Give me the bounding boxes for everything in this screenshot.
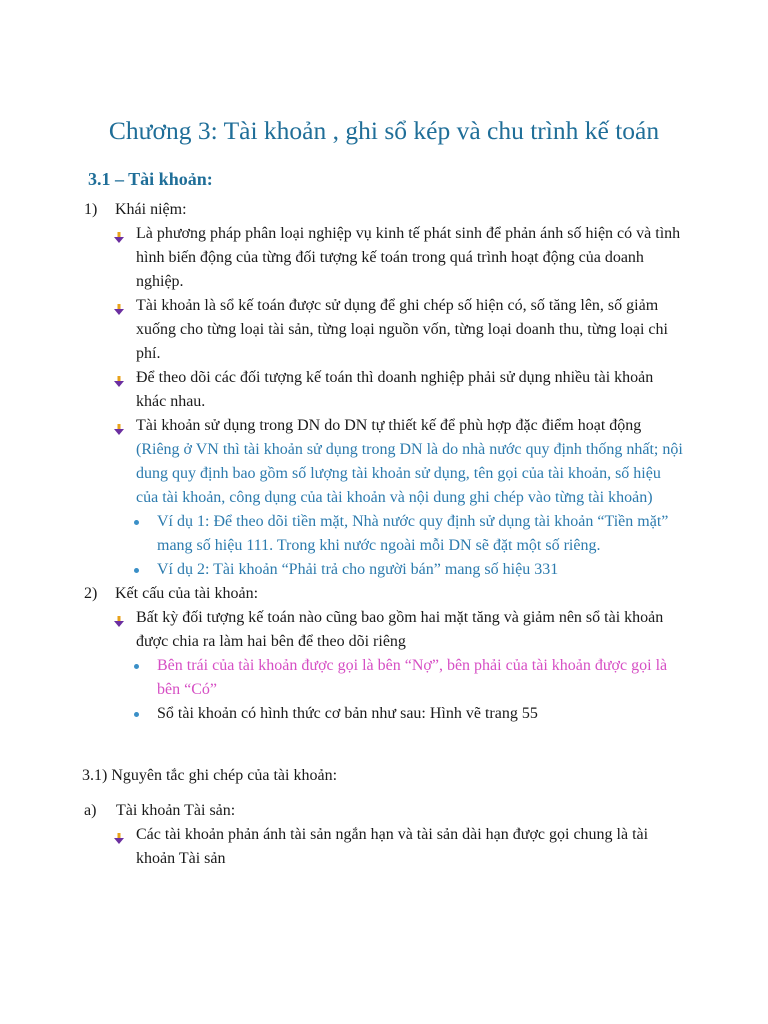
- list-item: [114, 606, 686, 654]
- arrow-down-bullet-icon: [114, 222, 136, 294]
- arrow-down-bullet-icon: [114, 294, 136, 366]
- list-item: [114, 222, 686, 294]
- example-text: Ví dụ 1: Để theo dõi tiền mặt, Nhà nước quy định sử dụng tài khoản “Tiền mặt” mang số hiệu 111. Trong khi nước ngoài mỗi DN sẽ đặt một số riêng.: [157, 513, 669, 554]
- list-item-text: Bất kỳ đối tượng kế toán nào cũng bao gồm hai mặt tăng và giảm nên sổ tài khoản được chia ra làm hai bên để theo dõi riêng: [136, 609, 664, 650]
- list-item-note: (Riêng ở VN thì tài khoản sử dụng trong DN là do nhà nước quy định thống nhất; nội dung quy định bao gồm số lượng tài khoản sử dụng, tên gọi của tài khoản, số hiệu của tài khoản, công dụng của tài khoản và nội dung ghi chép vào từng tài khoản): [136, 441, 683, 506]
- numbered-item-1: [82, 198, 686, 222]
- example-item: [134, 510, 686, 558]
- list-item: [114, 414, 686, 510]
- page-title: Chương 3: Tài khoản , ghi sổ kép và chu trình kế toán: [108, 116, 660, 145]
- sub-item-text: Sổ tài khoản có hình thức cơ bản như sau: Hình vẽ trang 55: [157, 705, 538, 722]
- list-item-text: Tài khoản là sổ kế toán được sử dụng để ghi chép số hiện có, số tăng lên, số giảm xuống cho từng loại tài sản, từng loại nguồn vốn, từng loại doanh thu, từng loại chi phí.: [136, 297, 668, 362]
- subsection-heading: 3.1) Nguyên tắc ghi chép của tài khoản:: [82, 767, 338, 784]
- item-label: Kết cấu của tài khoản:: [115, 585, 259, 602]
- arrow-down-bullet-icon: [114, 414, 136, 510]
- item-number: 2): [84, 585, 98, 602]
- item-label: Khái niệm:: [115, 201, 187, 218]
- sub-item-text: Bên trái của tài khoản được gọi là bên “Nợ”, bên phải của tài khoản được gọi là bên “Có”: [157, 657, 668, 698]
- arrow-down-bullet-icon: [114, 366, 136, 414]
- list-item: [114, 294, 686, 366]
- arrow-down-bullet-icon: [114, 823, 136, 871]
- example-item: [134, 558, 686, 582]
- dot-bullet-icon: [134, 558, 157, 582]
- example-text: Ví dụ 2: Tài khoản “Phải trả cho người bán” mang số hiệu 331: [157, 561, 559, 578]
- lettered-item-a: [84, 799, 686, 823]
- list-item-text: Các tài khoản phản ánh tài sản ngắn hạn và tài sản dài hạn được gọi chung là tài khoản Tài sản: [136, 826, 649, 867]
- item-number: 1): [84, 201, 98, 218]
- list-item: [114, 823, 686, 871]
- list-item-text-main: Tài khoản sử dụng trong DN do DN tự thiết kế để phù hợp đặc điểm hoạt động: [136, 417, 642, 434]
- numbered-item-2: [82, 582, 686, 606]
- dot-bullet-icon: [134, 510, 157, 558]
- item-label: Tài khoản Tài sản:: [116, 802, 236, 819]
- list-item-text: Là phương pháp phân loại nghiệp vụ kinh tế phát sinh để phản ánh số hiện có và tình hình biến động của từng đối tượng kế toán trong quá trình hoạt động của doanh nghiệp.: [136, 225, 681, 290]
- item-letter: a): [84, 802, 97, 819]
- list-item-text: Để theo dõi các đối tượng kế toán thì doanh nghiệp phải sử dụng nhiều tài khoản khác nhau.: [136, 369, 654, 410]
- arrow-down-bullet-icon: [114, 606, 136, 654]
- sub-item: [134, 702, 686, 726]
- section-heading: 3.1 – Tài khoản:: [88, 169, 213, 189]
- list-item-text: [136, 414, 686, 510]
- sub-item: [134, 654, 686, 702]
- dot-bullet-icon: [134, 654, 157, 702]
- list-item: [114, 366, 686, 414]
- dot-bullet-icon: [134, 702, 157, 726]
